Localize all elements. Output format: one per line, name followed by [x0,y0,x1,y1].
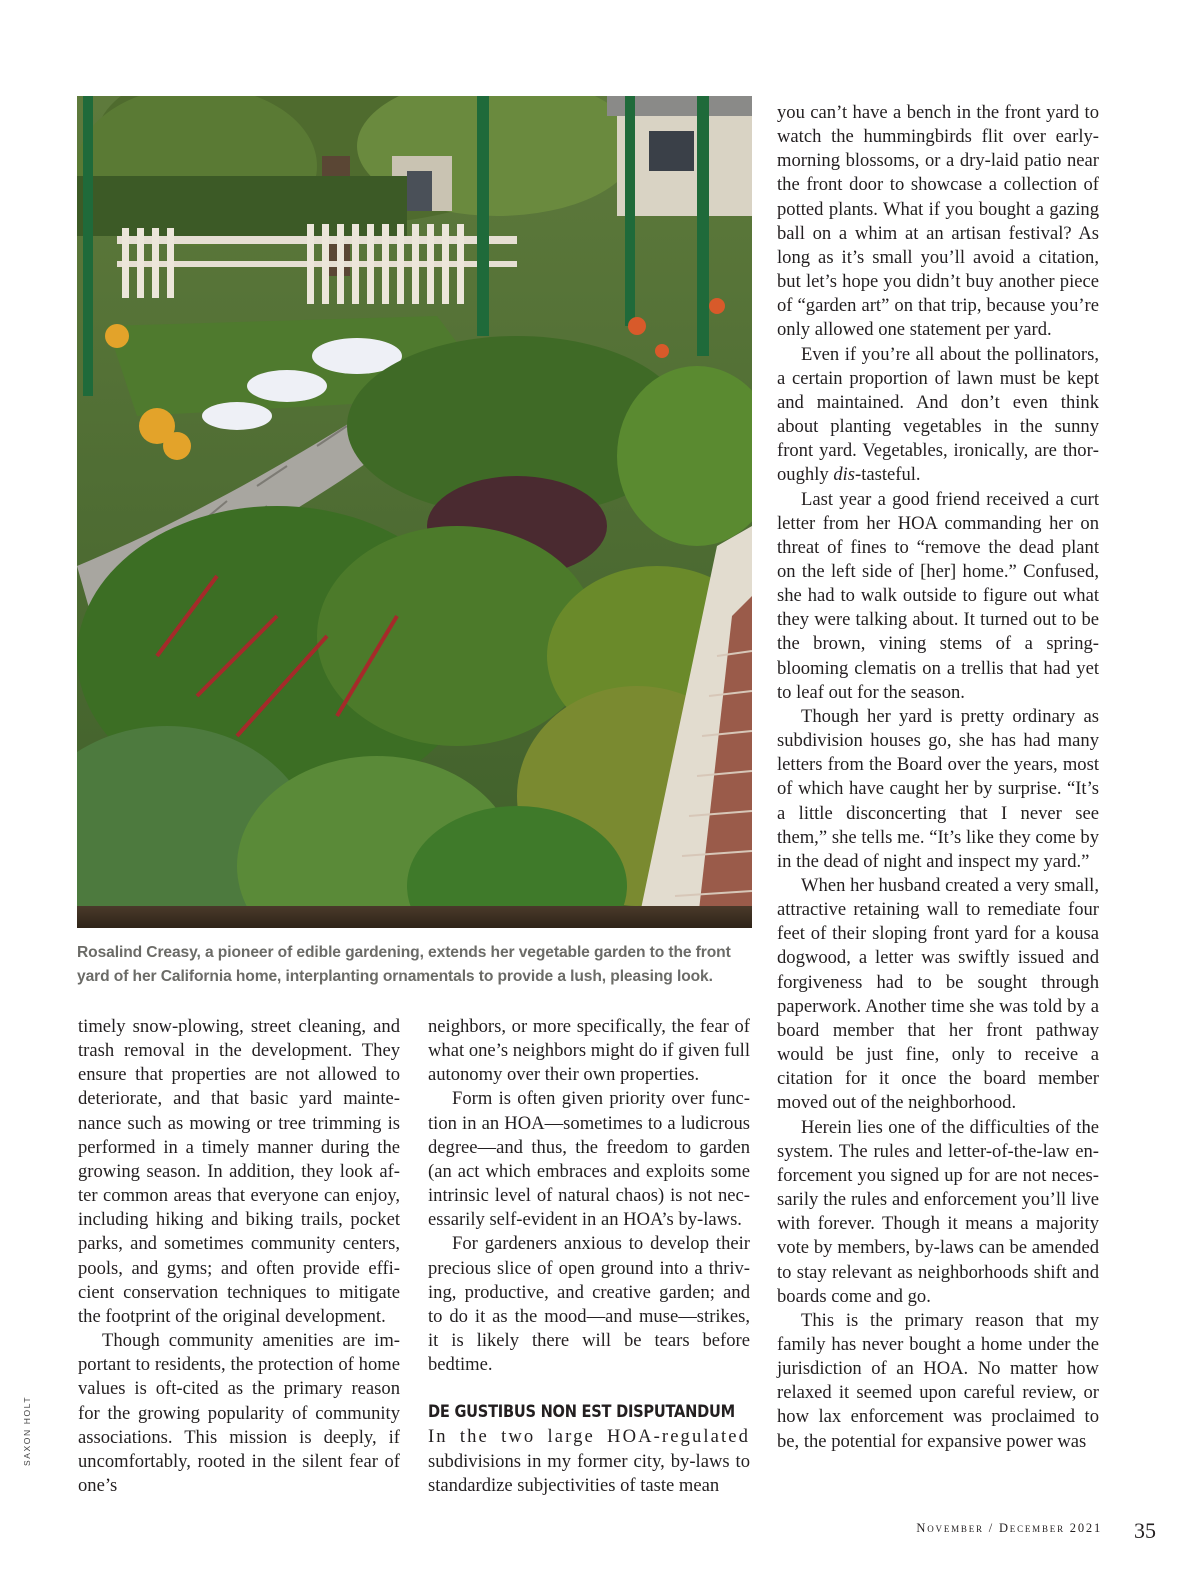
emphasis-text: dis [833,464,856,486]
paragraph: For gardeners anxious to develop their precious slice of open ground into a thriving, productive, and creative garden; and to do it as the mood—and muse—strikes, it is likely there will be tears before bedtime. [428,1233,750,1376]
paragraph-lead: In the two large HOA-regulated [428,1426,750,1448]
article-column-2 [428,1015,750,1498]
paragraph: neighbors, or more specifically, the fear of what one’s neighbors might do if given full autonomy over their own properties. [428,1016,750,1086]
paragraph: Though her yard is pretty ordinary as subdivision houses go, she has had many letters from the Board over the years, most of which have caught her by surprise. “It’s a little disconcerting that I never see them,” she tells me. “It’s like they come by in the dead of night and inspect my yard.” [777,705,1099,872]
paragraph-text: Even if you’re all about the pollinators, a certain proportion of lawn must be kept and maintained. And don’t even think about planting vegetables in the sunny front yard. Vegetables, ironically, are thoroughly [777,343,1099,486]
article-column-3 [777,101,1099,1454]
paragraph: When her husband created a very small, attractive retaining wall to remediate four feet of their sloping front yard for a kousa dogwood, a letter was swiftly issued and forgiveness had to be sought through paperwork. Another time she was told by a board member that her front pathway would be just fine, only to receive a citation for it once the board member moved out of the neighborhood. [777,875,1099,1114]
article-column-1 [78,1015,400,1498]
paragraph: Though community amenities are important to residents, the protection of home values is oft-cited as the primary reason for the growing popularity of community associations. This mission is deeply, if uncomfortably, rooted in the silent fear of one’s [78,1330,400,1496]
paragraph: This is the primary reason that my family has never bought a home under the jurisdiction of an HOA. No matter how relaxed it seemed upon careful review, or how lax enforcement was proclaimed to be, the potential for expansive power was [777,1309,1099,1452]
paragraph: you can’t have a bench in the front yard to watch the hummingbirds flit over early-morning blossoms, or a dry-laid patio near the front door to showcase a collection of potted plants. What if you bought a gazing ball on a whim at an artisan festival? As long as it’s small you’ll avoid a citation, but let’s hope you didn’t buy another piece of “garden art” on that trip, because you’re only allowed one statement per yard. [777,102,1099,341]
paragraph: Last year a good friend received a curt letter from her HOA commanding her on threat of fines to “remove the dead plant on the left side of [her] home.” Confused, she had to walk outside to figure out what they were talking about. It turned out to be the brown, vining stems of a spring-blooming clematis on a trellis that had yet to leaf out for the season. [777,488,1099,703]
paragraph: Form is often given priority over function in an HOA—sometimes to a ludicrous degree—and thus, the freedom to garden (an act which embraces and exploits some intrinsic level of natural chaos) is not necessarily self-evident in an HOA’s by-laws. [428,1088,750,1231]
garden-photo-icon [77,96,752,928]
paragraph-text: -tasteful. [855,464,921,486]
paragraph [428,1425,750,1497]
section-subhead: DE GUSTIBUS NON EST DISPUTANDUM [428,1402,735,1423]
paragraph-body: subdivisions in my former city, by-laws to standardize subjectivities of taste mean [428,1450,750,1496]
paragraph: timely snow-plowing, street cleaning, and trash removal in the development. They ensure that properties are not allowed to deteriorate, and that basic yard maintenance such as mowing or tree trimming is performed in a timely manner during the growing season. In addition, they look after common areas that everyone can enjoy, including hiking and biking trails, pocket parks, and sometimes community centers, pools, and gyms; and often provide efficient conservation techniques to mitigate the footprint of the original development. [78,1016,400,1327]
page-number: 35 [1134,1518,1156,1543]
garden-photo [77,96,752,928]
paragraph: Herein lies one of the difficulties of the system. The rules and letter-of-the-law enforcement you signed up for are not necessarily the rules and enforcement you’ll live with forever. Though it means a majority vote by members, by-laws can be amended to stay relevant as neighborhoods shift and boards come and go. [777,1116,1099,1307]
photo-caption: Rosalind Creasy, a pioneer of edible gardening, extends her vegetable garden to the front yard of her California home, interplanting ornamentals to provide a lush, pleasing look. [77,944,731,985]
paragraph [777,343,1099,488]
photo-credit: SAXON HOLT [22,1395,32,1466]
issue-date: November / December 2021 [916,1521,1102,1535]
